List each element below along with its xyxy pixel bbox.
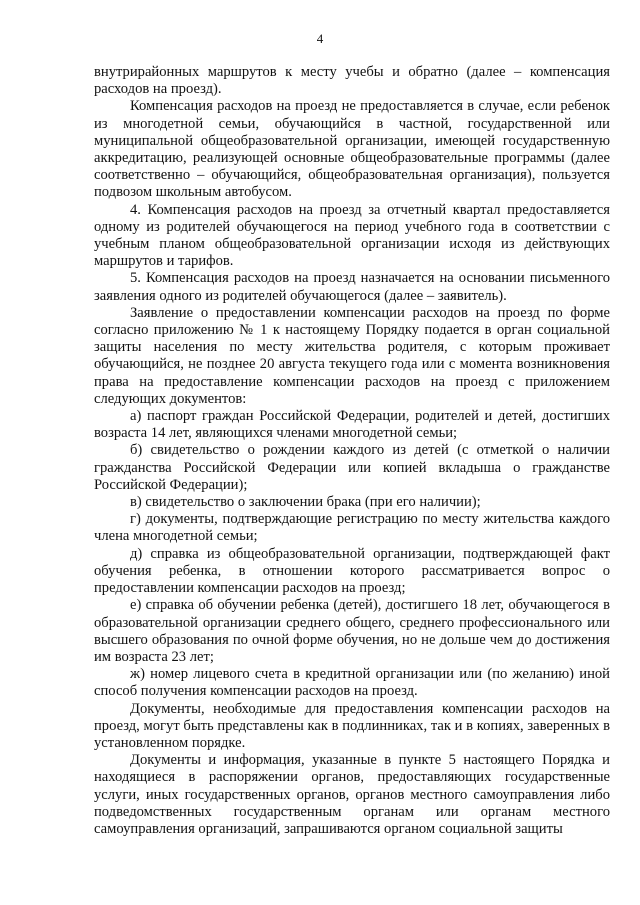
list-item-a: а) паспорт граждан Российской Федерации, родителей и детей, достигших возраста 14 лет, являющихся членами многодетной семьи;	[94, 408, 610, 442]
paragraph-application: Заявление о предоставлении компенсации расходов на проезд по форме согласно приложению № 1 к настоящему Порядку подается в орган социальной защиты населения по месту жительства родителя, с которым проживает обучающийся, не позднее 20 августа текущего года или с момента возникновения права на предоставление компенсации расходов на проезд с приложением следующих документов:	[94, 304, 610, 407]
paragraph-continuation: внутрирайонных маршрутов к месту учебы и обратно (далее – компенсация расходов на проезд).	[94, 64, 610, 98]
document-body	[94, 64, 610, 838]
page-number: 4	[316, 31, 324, 46]
list-item-d: д) справка из общеобразовательной организации, подтверждающей факт обучения ребенка, в отношении которого рассматривается вопрос о предоставлении компенсации расходов на проезд;	[94, 545, 610, 597]
list-item-g: г) документы, подтверждающие регистрацию по месту жительства каждого члена многодетной семьи;	[94, 511, 610, 545]
paragraph-documents-copies: Документы, необходимые для предоставления компенсации расходов на проезд, могут быть представлены как в подлинниках, так и в копиях, заверенных в установленном порядке.	[94, 700, 610, 751]
list-item-b: б) свидетельство о рождении каждого из детей (с отметкой о наличии гражданства Российской Федерации или копией вкладыша о гражданстве Российской Федерации);	[94, 442, 610, 493]
list-item-v: в) свидетельство о заключении брака (при его наличии);	[130, 494, 481, 511]
list-item-zh: ж) номер лицевого счета в кредитной организации или (по желанию) иной способ получения компенсации расходов на проезд.	[94, 666, 610, 700]
paragraph-item-5: 5. Компенсация расходов на проезд назначается на основании письменного заявления одного из родителей обучающегося (далее – заявитель).	[94, 270, 610, 304]
paragraph-item-4: 4. Компенсация расходов на проезд за отчетный квартал предоставляется одному из родителей обучающегося на период учебного года в соответствии с учебным планом общеобразовательной организации исходя из действующих маршрутов и тарифов.	[94, 201, 610, 270]
paragraph-documents-requests: Документы и информация, указанные в пункте 5 настоящего Порядка и находящиеся в распоряжении органов, предоставляющих государственные услуги, иных государственных органов, органов местного самоуправления либо подведомственных государственным органам или органам местного самоуправления организаций, запрашиваются органом социальной защиты	[94, 752, 610, 837]
list-item-e: е) справка об обучении ребенка (детей), достигшего 18 лет, обучающегося в образовательной организации среднего общего, среднего профессионального или высшего образования по очной форме обучения, но не дольше чем до достижения им возраста 23 лет;	[94, 597, 610, 665]
paragraph-exclusion: Компенсация расходов на проезд не предоставляется в случае, если ребенок из многодетной семьи, обучающийся в частной, государственной или муниципальной общеобразовательной организации, имеющей государственную аккредитацию, реализующей основные общеобразовательные программы (далее соответственно – обучающийся, общеобразовательная организация), пользуется подвозом школьным автобусом.	[94, 98, 610, 201]
